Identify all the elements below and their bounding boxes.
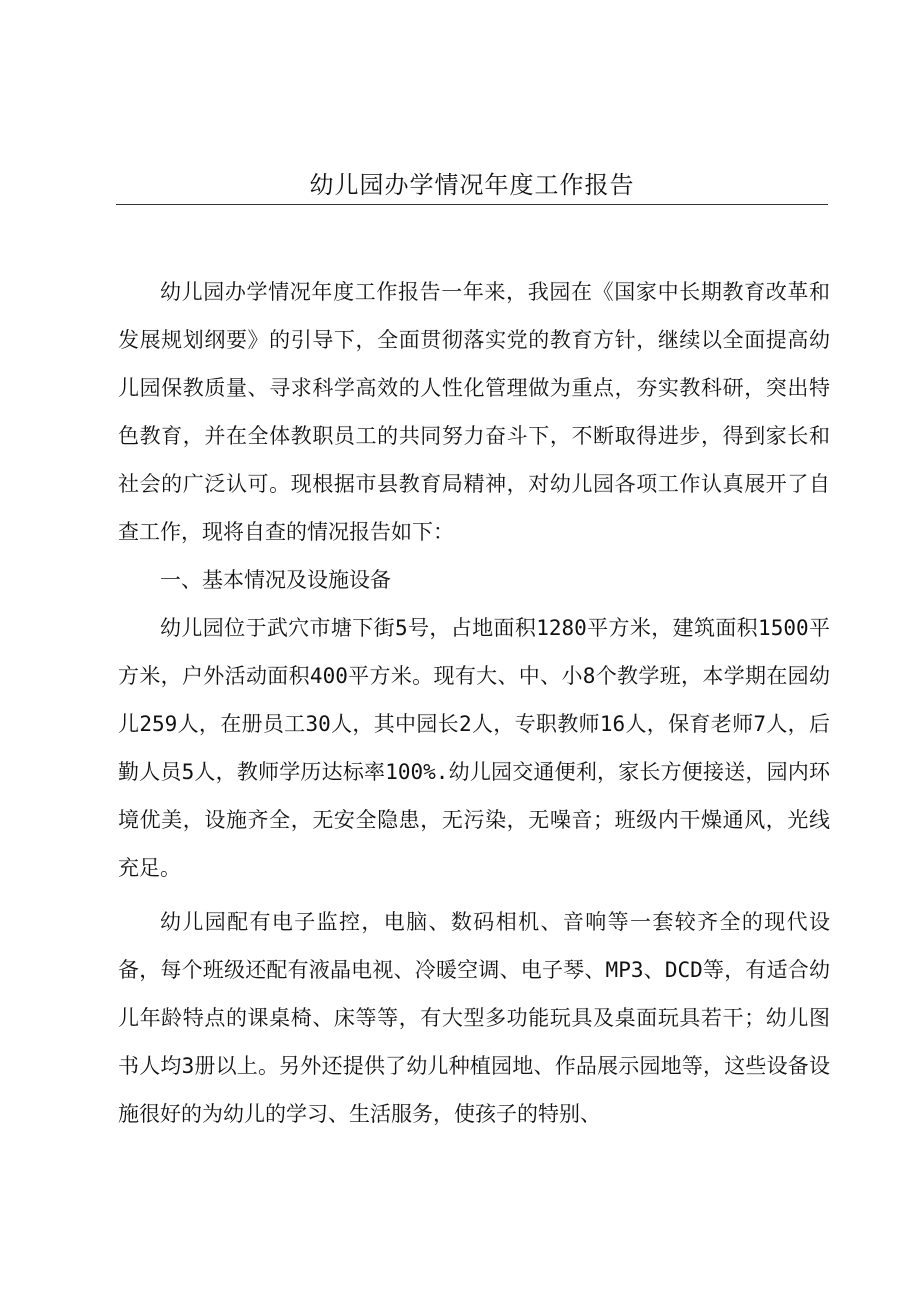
section-heading-basic-info: 一、基本情况及设施设备 bbox=[160, 568, 391, 592]
paragraph-intro: 幼儿园办学情况年度工作报告一年来，我园在《国家中长期教育改革和发展规划纲要》的引导下，全面贯彻落实党的教育方针，继续以全面提高幼儿园保教质量、寻求科学高效的人性化管理做为重点，夯实教科研，突出特色教育，并在全体教职员工的共同努力奋斗下，不断取得进步，得到家长和社会的广泛认可。现根据市县教育局精神，对幼儿园各项工作认真展开了自查工作，现将自查的情况报告如下： bbox=[118, 280, 830, 544]
paragraph-facilities: 幼儿园配有电子监控，电脑、数码相机、音响等一套较齐全的现代设备，每个班级还配有液晶电视、冷暖空调、电子琴、MP3、DCD等，有适合幼儿年龄特点的课桌椅、床等等，有大型多功能玩具及桌面玩具若干；幼儿图书人均3册以上。另外还提供了幼儿种植园地、作品展示园地等，这些设备设施很好的为幼儿的学习、生活服务，使孩子的特别、 bbox=[118, 910, 830, 1126]
document-title: 幼儿园办学情况年度工作报告 bbox=[309, 171, 635, 199]
paragraph-basic-info: 幼儿园位于武穴市塘下街5号，占地面积1280平方米，建筑面积1500平方米，户外活动面积400平方米。现有大、中、小8个教学班，本学期在园幼儿259人，在册员工30人，其中园长2人，专职教师16人，保育老师7人，后勤人员5人，教师学历达标率100%.幼儿园交通便利，家长方便接送，园内环境优美，设施齐全，无安全隐患，无污染，无噪音；班级内干燥通风，光线充足。 bbox=[118, 616, 830, 880]
document-body bbox=[118, 268, 830, 1138]
title-underline bbox=[116, 204, 828, 205]
